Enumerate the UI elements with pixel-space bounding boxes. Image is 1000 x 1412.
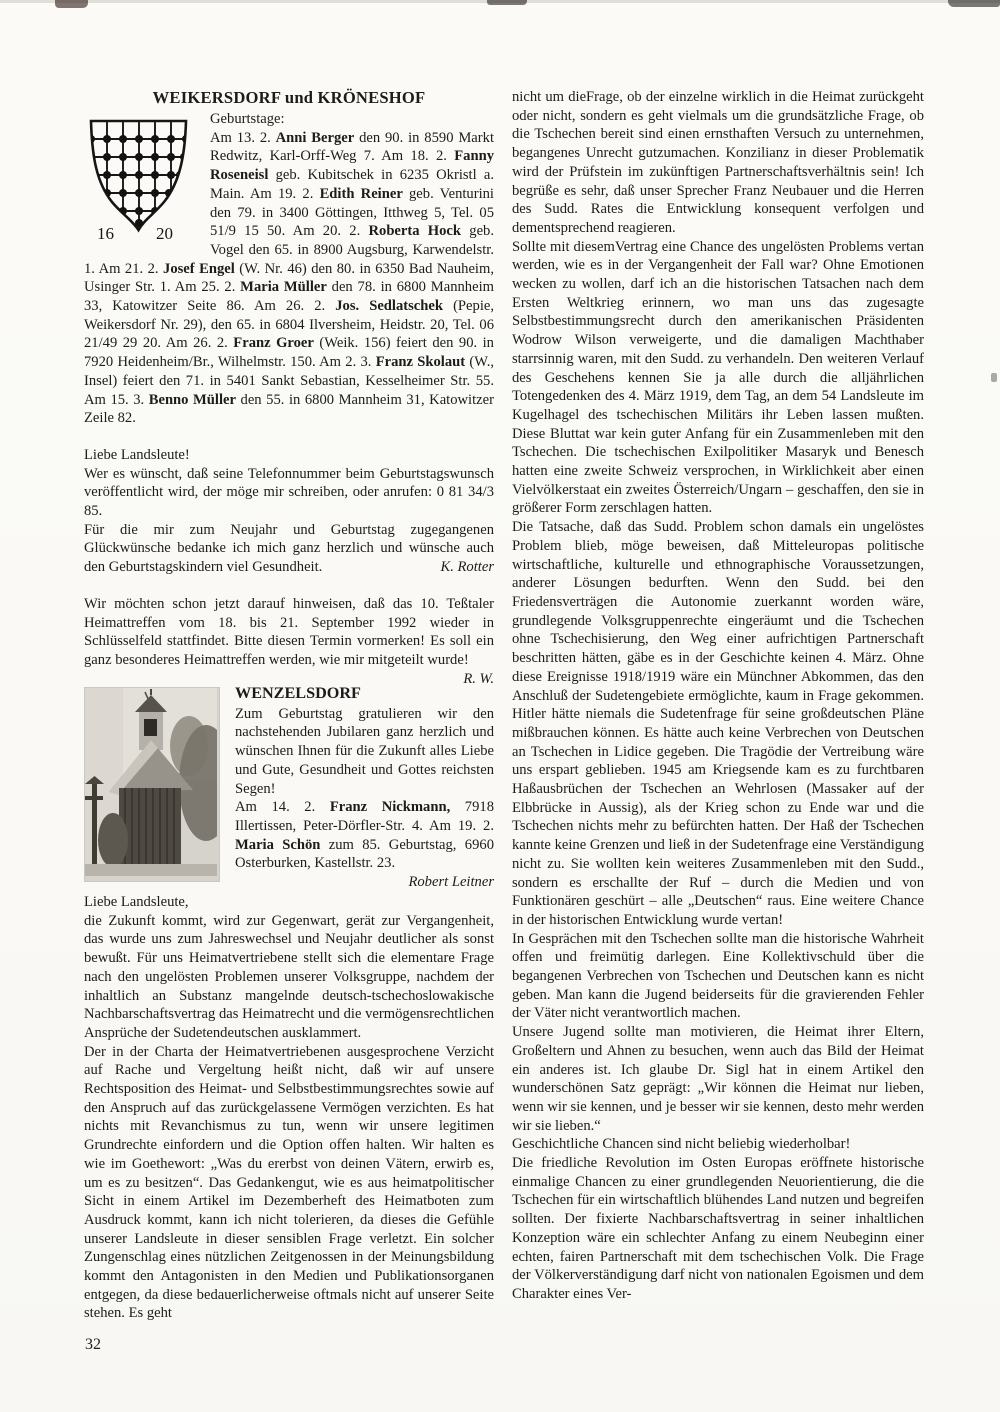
geburtstage-label: Geburtstage: <box>210 111 285 127</box>
wenzelsdorf-intro: Zum Geburtstag gratulieren wir den nachstehenden Jubilaren ganz herzlich und wünschen Ihnen für die Zukunft alles Liebe und Gute, Gesundheit und Gottes reichsten Segen! <box>235 705 494 797</box>
scan-artifact <box>991 373 997 382</box>
letter-salutation: Liebe Landsleute, <box>84 894 189 911</box>
body-text: Am 13. 2. <box>210 129 276 146</box>
section-wenzelsdorf <box>84 683 494 891</box>
body-text: Für die mir zum Neujahr und Geburtstag zugegangenen Glückwünsche bedanke ich mich ganz herzlich und wünsche auch den Geburtstagskindern viel Gesundheit. <box>84 521 494 576</box>
body-text: zum 85. Geburtstag, 6960 Osterburken, Kastellstr. 23. <box>235 836 494 872</box>
section-letter <box>84 893 494 1323</box>
scan-artifact <box>487 0 527 5</box>
person-name: Fanny Roseneisl <box>210 148 494 184</box>
person-name: Maria Müller <box>240 279 327 296</box>
letter-paragraph-1: die Zukunft kommt, wird zur Gegenwart, gerät zur Vergangenheit, das wurde uns zum Jahreswechsel und Neujahr deutlicher als sonst bewußt. Für uns Heimatvertriebene stellt sich die elementare Frage nach den ungelösten Problemen unserer Volksgruppe, nachdem der inhaltlich an Substanz mangelnde deutsch-tschechoslowakische Nachbarschaftsvertrag das Heimatrecht und die vermögensrechtlichen Ansprüche der Sudetendeutschen ausklammert. <box>84 912 494 1041</box>
person-name: Franz Nickmann, <box>329 799 451 816</box>
body-text: (Pepie, Weikersdorf Nr. 29), den 65. in 6804 Ilversheim, Heidstr. 20, Tel. 06 21/49 29 20. Am 26. 2. <box>84 298 494 352</box>
section-title-weikersdorf: WEIKERSDORF und KRÖNESHOF <box>152 88 426 107</box>
section-title-wenzelsdorf: WENZELSDORF <box>235 683 361 702</box>
left-column <box>84 88 494 1323</box>
person-name: Jos. Sedlatschek <box>335 298 443 315</box>
letter-paragraph-4: Sollte mit diesemVertrag eine Chance des ungelösten Problems vertan werden, wie es in der Vergangenheit der Fall war? Ohne Emotionen wecken zu wollen, darf ich an die historischen Tatsachen nach dem Ersten Weltkrieg erinnern, wo man uns das zugesagte Selbstbestimmungsrecht durch den amerikanischen Präsidenten Wodrow Wilson verweigerte, und die damaligen Machthaber starrsinnig waren, mit den Sudd. zu verhandeln. Den weiteren Verlauf des Geschehens kennen Sie ja alle durch die alljährlichen Totengedenken des 4. März 1919, dem Tag, an dem 54 Landsleute im Kugelhagel des tschechischen Militärs ihr Leben lassen mußten. Diese Bluttat war kein guter Anfang für ein Zusammenleben mit den Tschechen. Die tschechischen Exilpolitiker Masaryk und Benesch hatten eine zweite Schweiz versprochen, in Wirklichkeit aber einen Vielvölkerstaat ein zweites Österreich/Ungarn – geschaffen, den sie in größerer Form zerschlagen hatten. <box>512 238 924 517</box>
body-text: den 55. in 6800 Mannheim 31, Katowitzer Zeile 82. <box>84 391 494 427</box>
person-name: Benno Müller <box>148 391 236 408</box>
page-number: 32 <box>85 1336 101 1353</box>
phone-note: Wer es wünscht, daß seine Telefonnummer beim Geburtstagswunsch veröffentlicht wird, der möge mir schreiben, oder anrufen: 0 81 34/3 85. <box>84 465 494 520</box>
body-text: geb. Vogel den 65. in 8900 Augsburg, Karwendelstr. 1. Am 21. 2. <box>84 223 494 277</box>
body-text: Wir möchten schon jetzt darauf hinweisen, daß das 10. Teßtaler Heimattreffen vom 18. bis 21. September 1992 wieder in Schlüsselfeld stattfindet. Bitte diesen Termin vormerken! Es soll ein ganz besonderes Heimattreffen werden, wie mir mitgeteilt wurde! <box>84 595 494 668</box>
body-text: 7918 Illertissen, Peter-Dörfler-Str. 4. Am 19. 2. <box>235 799 494 834</box>
crest-year-right: 20 <box>156 224 173 243</box>
right-column <box>512 88 924 1304</box>
person-name: Anni Berger <box>275 129 355 146</box>
body-text: Am 14. 2. <box>235 799 330 816</box>
body-text: den 78. in 6800 Mannheim 33, Katowitzer Seite 86. Am 26. 2. <box>84 279 494 315</box>
person-name: Roberta Hock <box>368 223 462 240</box>
note-salutation: Liebe Landsleute! <box>84 446 190 463</box>
letter-paragraph-6: In Gesprächen mit den Tschechen sollte man die historische Wahrheit offen und freimütig darlegen. Eine Kollektivschuld über die begangenen Verbrechen von Tschechen und Deutschen kann es nicht geben. Man kann die Jugend beiderseits für die gravierenden Fehler der Väter nicht verantwortlich machen. <box>512 930 924 1022</box>
signature: R. W. <box>463 670 494 687</box>
letter-paragraph-8: Geschichtliche Chancen sind nicht beliebig wiederholbar! <box>512 1136 851 1153</box>
person-name: Franz Skolaut <box>375 354 466 371</box>
wenzelsdorf-block <box>84 683 494 891</box>
meeting-note <box>84 595 494 687</box>
letter-paragraph-2: Der in der Charta der Heimatvertriebenen ausgesprochene Verzicht auf Rache und Vergeltung heißt nicht, daß wir auf unsere Rechtsposition des Heimat- und Selbstbestimmungsrechtes sowie auf den Anspruch auf das zurückgelassene Vermögen verzichten. Es hat nichts mit Revanchismus zu tun, wenn wir unsere legitimen Grundrechte einfordern und die Option offen halten. Wir halten es wie im Goethewort: „Was du ererbst von deinen Vätern, erwirb es, um es zu besitzen“. Das Gedankengut, wie es aus heimatpolitischer Sicht in einem Artikel im Dezemberheft des Heimatboten zum Ausdruck kommt, kann ich nicht tolerieren, da dieses die Gefühle unserer Landsleute in dieser sensiblen Frage verletzt. Ein solcher Zungenschlag eines nützlichen Zeitgenossen in der Meinungsbildung kommt den Antagonisten in den Medien und Publikationsorganen entgegen, da diese bedauerlicherweise oftmals nicht auf unserer Seite stehen. Es geht <box>84 1043 494 1322</box>
section-weikersdorf <box>84 88 495 687</box>
body-text: (W., Insel) feiert den 71. in 5401 Sankt Sebastian, Kesselheimer Str. 55. Am 15. 3. <box>84 354 495 408</box>
person-name: Josef Engel <box>163 260 235 277</box>
letter-paragraph-5: Die Tatsache, daß das Sudd. Problem schon damals ein ungelöstes Problem blieb, möge beweisen, daß Mitteleuropas politische wirtschaftliche, kulturelle und ethnographische Voraussetzungen, anderer Lösungen bedurften. Wenn den Sudd. bei den Friedensverträgen die Autonomie zuerkannt worden wäre, grundlegende Volksgruppenrechte eingeräumt und die Tschechen ohne Tschechisierung, den Weg einer aufrichtigen Partnerschaft beschritten hätten, gäbe es in der Geschichte keinen 4. März. Ohne diese Ereignisse 1918/1919 wäre ein Münchner Abkommen, das den Anschluß der Sudetengebiete ermöglichte, kaum in Frage gekommen. Hitler hätte niemals die Sudetenfrage für seine großdeutschen Pläne mißbrauchen können. Es hätte auch keine Verbrechen von Deutschen an Tschechen in Lidice gegeben. Die Tragödie der Vertreibung wäre uns erspart geblieben. 1945 am Kriegsende kam es zu furchtbaren Haßausbrüchen der Tschechen an Wehrlosen (Massaker auf der Elbbrücke in Aussig), als der Krieg schon zu Ende war und die Tschechen nichts mehr zu befürchten hatten. Der Haß der Tschechen kannte keine Grenzen und ließ in der Sudetenfrage eine Verständigung nicht zu. Sie wollten kein weiteres Zusammenleben mit den Sudd., sondern es erschallte der Ruf – durch die Medien und von Funktionären geschürt – alle „Deutschen“ raus. Eine weitere Chance in der historischen Entwicklung wurde vertan! <box>512 519 924 928</box>
letter-paragraph-7: Unsere Jugend sollte man motivieren, die Heimat ihrer Eltern, Großeltern und Ahnen zu besuchen, wenn auch das Bild der Heimat ein anderes ist. Ich glaube Dr. Sigl hat in einem Artikel den wunderschönen Satz geprägt: „Wir können die Heimat nur lieben, wenn wir sie kennen, und je besser wir sie kennen, desto mehr werden wir sie lieben.“ <box>512 1024 924 1134</box>
letter-paragraph-3: nicht um dieFrage, ob der einzelne wirklich in die Heimat zurückgeht oder nicht, sondern es geht vielmals um die grundsätzliche Frage, ob die Tschechen bereit sind einen ernsthaften Versuch zu unternehmen, begangenes Unrecht gutzumachen. Konzilianz in dieser Problematik wird der Prüfstein im zukünftigen Partnerschaftsverhältnis sein! Ich begrüße es sehr, daß unser Sprecher Franz Neubauer und die Herren des Sudd. Rates die Entwicklung konsequent verfolgen und dementsprechend reagieren. <box>512 89 924 236</box>
signature: Robert Leitner <box>408 874 494 891</box>
body-text: geb. Venturini den 79. in 3400 Göttingen, Itthweg 5, Tel. 05 51/9 15 50. Am 20. 2. <box>210 185 494 240</box>
scan-artifact <box>948 0 1000 7</box>
signature: K. Rotter <box>440 559 494 576</box>
person-name: Edith Reiner <box>319 185 403 202</box>
crest-year-left: 16 <box>97 224 114 243</box>
person-name: Franz Groer <box>233 335 314 352</box>
body-text: (W. Nr. 46) den 80. in 6350 Bad Nauheim, Usinger Str. 1. Am 25. 2. <box>84 260 494 296</box>
weikersdorf-birthday-block <box>84 110 494 428</box>
scan-artifact <box>55 0 88 8</box>
letter-paragraph-9: Die friedliche Revolution im Osten Europas eröffnete historische einmalige Chancen zu einer grundlegenden Neuorientierung, die die Tschechen für ein wirtschaftlich blühendes Land nutzen und begreifen sollten. Der fixierte Nachbarschaftsvertrag in seiner inhaltlichen Konzeption wäre ein schlechter Anfang zu einem Neubeginn einer echten, fairen Partnerschaft mit dem tschechischen Volk. Die Frage der Völkerverständigung darf nicht von nationalen Egoismen und dem Charakter eines Ver- <box>512 1155 924 1302</box>
thanks-note <box>84 521 494 577</box>
body-text: geb. Kubitschek in 6235 Okristl a. Main. Am 19. 2. <box>210 167 494 202</box>
crest-shield-icon <box>84 113 194 249</box>
body-text: den 90. in 8590 Markt Redwitz, Karl-Orff-Weg 7. Am 18. 2. <box>210 129 494 165</box>
chapel-photo <box>84 687 220 883</box>
body-text: (Weik. 156) feiert den 90. in 7920 Heidenheim/Br., Wilhelmstr. 150. Am 2. 3. <box>84 335 494 371</box>
person-name: Maria Schön <box>235 836 321 853</box>
